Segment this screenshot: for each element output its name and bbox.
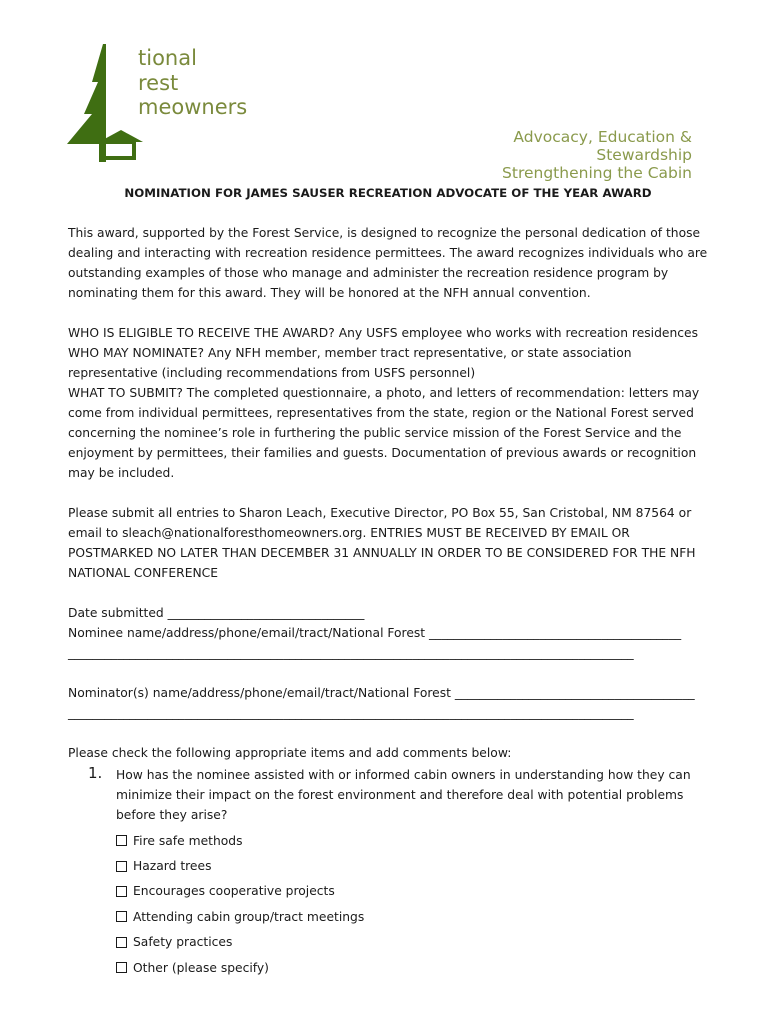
checkbox-icon[interactable] [116, 962, 127, 973]
intro-paragraph: This award, supported by the Forest Service, is designed to recognize the personal dedication of those dealing and interacting with recreation residence permittees. The award recognizes individuals who are outstanding examples of those who manage and administer the recreation residence program by nominating them for this award. They will be honored at the NFH annual convention. [68, 226, 708, 300]
org-name-logotype [138, 46, 268, 120]
form-body [68, 183, 708, 980]
date-submitted-field[interactable]: Date submitted ________________________________ [68, 606, 365, 620]
checkbox-label: Safety practices [133, 935, 233, 950]
logo-tree-cabin-icon [66, 44, 146, 162]
checkbox-icon[interactable] [116, 835, 127, 846]
checkbox-label: Fire safe methods [133, 833, 243, 848]
tagline-line-1: Advocacy, Education & [513, 128, 692, 146]
submission-instructions: Please submit all entries to Sharon Leach, Executive Director, PO Box 55, San Cristobal, NM 87564 or email to sleach@nationalforesthomeowners.org. ENTRIES MUST BE RECEIVED BY EMAIL OR POSTMARKED NO LATER THAN DECEMBER 31 ANNUALLY IN ORDER TO BE CONSIDERED FOR THE NFH NATIONAL CONFERENCE [68, 506, 696, 580]
nominator-field-line-2[interactable]: ____________________________________________________________________________________________ [68, 706, 634, 720]
nominee-field[interactable]: Nominee name/address/phone/email/tract/National Forest _________________________________________ [68, 626, 682, 640]
org-name-line-3: meowners [138, 95, 248, 119]
question-list [68, 765, 708, 825]
question-text: How has the nominee assisted with or informed cabin owners in understanding how they can minimize their impact on the forest environment and therefore deal with potential problems before they arise? [116, 768, 691, 822]
page-title: NOMINATION FOR JAMES SAUSER RECREATION ADVOCATE OF THE YEAR AWARD [124, 186, 652, 200]
checkbox-item[interactable] [116, 955, 708, 980]
checkbox-item[interactable] [116, 904, 708, 929]
checkbox-label: Hazard trees [133, 859, 212, 874]
org-name-line-1: tional [138, 46, 197, 70]
question-number: 1. [88, 764, 103, 782]
checkbox-icon[interactable] [116, 937, 127, 948]
checkbox-icon[interactable] [116, 861, 127, 872]
checkbox-item[interactable] [116, 828, 708, 853]
question-1 [68, 765, 708, 825]
checkbox-item[interactable] [116, 930, 708, 955]
eligibility-text: WHO IS ELIGIBLE TO RECEIVE THE AWARD? Any USFS employee who works with recreation residences [68, 326, 698, 340]
checkbox-item[interactable] [116, 853, 708, 878]
tagline-line-3: Strengthening the Cabin [502, 164, 692, 182]
checkbox-icon[interactable] [116, 911, 127, 922]
nominator-field[interactable]: Nominator(s) name/address/phone/email/tract/National Forest _______________________________________ [68, 686, 695, 700]
org-name-line-2: rest [138, 70, 179, 95]
check-instruction: Please check the following appropriate items and add comments below: [68, 746, 512, 760]
tagline [432, 128, 692, 182]
checkbox-label: Encourages cooperative projects [133, 884, 335, 899]
checkbox-label: Other (please specify) [133, 960, 269, 975]
submit-text: WHAT TO SUBMIT? The completed questionnaire, a photo, and letters of recommendation: letters may come from individual permittees, representatives from the state, region or the National Forest served concerning the nominee’s role in furthering the public service mission of the Forest Service and the enjoyment by permittees, their families and guests. Documentation of previous awards or recognition may be included. [68, 386, 700, 480]
checkbox-icon[interactable] [116, 886, 127, 897]
checkbox-item[interactable] [116, 879, 708, 904]
nominee-field-line-2[interactable]: ____________________________________________________________________________________________ [68, 646, 634, 660]
checkbox-label: Attending cabin group/tract meetings [133, 909, 365, 924]
checkbox-list [68, 828, 708, 980]
tagline-line-2: Stewardship [596, 146, 692, 164]
nominate-text: WHO MAY NOMINATE? Any NFH member, member tract representative, or state association representative (including recommendations from USFS personnel) [68, 346, 632, 380]
